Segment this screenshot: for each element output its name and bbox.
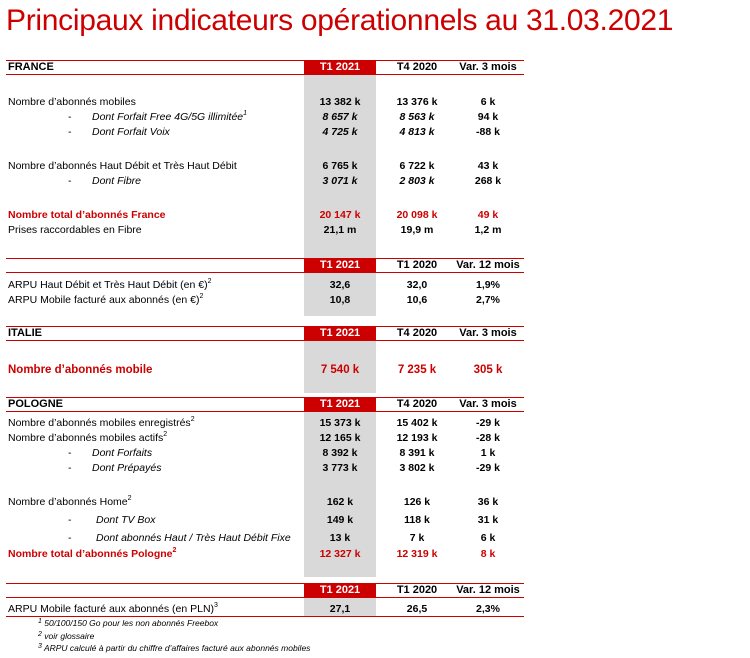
value-current: 4 725 k	[322, 126, 358, 138]
row-label-text: Nombre d’abonnés mobiles actifs	[8, 432, 164, 444]
table-row	[6, 513, 524, 527]
italie-header	[6, 326, 524, 341]
footnote-number: 1	[38, 618, 42, 625]
value-variation: 31 k	[477, 514, 499, 526]
column-header: T1 2021	[304, 397, 376, 412]
value-previous: 7 235 k	[397, 364, 437, 376]
row-label: Dont Forfait Voix	[92, 126, 170, 138]
value-previous: 2 803 k	[399, 175, 435, 187]
value-variation: 268 k	[474, 175, 502, 187]
row-label	[8, 602, 218, 616]
table-row	[6, 531, 524, 545]
value-previous: 8 563 k	[399, 111, 435, 123]
table-row	[6, 223, 524, 237]
column-header: T4 2020	[396, 61, 438, 73]
value-variation: -28 k	[476, 432, 500, 444]
footnote-ref: 2	[207, 278, 212, 285]
table-row	[6, 278, 524, 292]
value-previous: 8 391 k	[399, 447, 435, 459]
value-previous: 3 802 k	[399, 462, 435, 474]
row-label: Dont Forfaits	[92, 447, 153, 459]
value-current: 12 327 k	[319, 548, 361, 560]
footnote-ref: 1	[243, 110, 248, 117]
row-label	[8, 416, 195, 430]
row-label: Dont TV Box	[96, 514, 156, 526]
value-variation: 43 k	[477, 160, 499, 172]
section-title-france: FRANCE	[8, 61, 54, 73]
column-header: T1 2021	[304, 326, 376, 341]
value-current: 27,1	[329, 603, 351, 615]
footnote-ref: 2	[163, 431, 168, 438]
bullet-dash: -	[68, 175, 72, 187]
value-current: 12 165 k	[319, 432, 361, 444]
value-current: 15 373 k	[319, 417, 361, 429]
table-row-total	[6, 208, 524, 222]
row-label: Nombre d’abonnés mobile	[8, 364, 153, 376]
footnote-text: ARPU calculé à partir du chiffre d’affaires facturé aux abonnés mobiles	[43, 643, 311, 653]
value-current: 10,8	[329, 294, 351, 306]
value-variation: 6 k	[480, 96, 496, 108]
row-label: Nombre total d’abonnés France	[8, 209, 166, 221]
section-title-pologne: POLOGNE	[8, 398, 64, 410]
column-header: T4 2020	[396, 327, 438, 339]
value-current: 8 657 k	[322, 111, 358, 123]
footnote	[38, 631, 94, 641]
table-row	[6, 602, 524, 616]
value-previous: 6 722 k	[399, 160, 435, 172]
pologne-header	[6, 397, 524, 412]
table-row	[6, 293, 524, 307]
footnote-text: 50/100/150 Go pour les non abonnés Freebox	[44, 618, 219, 628]
row-label: Nombre d’abonnés mobiles	[8, 96, 136, 108]
value-current: 6 765 k	[322, 160, 358, 172]
value-current: 13 382 k	[319, 96, 361, 108]
value-current: 13 k	[329, 532, 351, 544]
column-header: Var. 3 mois	[459, 398, 517, 410]
footnote-number: 2	[38, 631, 42, 638]
value-variation: -88 k	[476, 126, 500, 138]
bullet-dash: -	[68, 514, 72, 526]
value-current: 3 773 k	[322, 462, 358, 474]
value-previous: 12 319 k	[396, 548, 438, 560]
row-label: Dont Prépayés	[92, 462, 162, 474]
value-variation: -29 k	[476, 462, 500, 474]
row-label-text: ARPU Mobile facturé aux abonnés (en €)	[8, 294, 200, 306]
pologne-arpu-header	[6, 583, 524, 598]
table-row	[6, 431, 524, 445]
value-variation: 94 k	[477, 111, 499, 123]
value-variation: 49 k	[477, 209, 499, 221]
value-variation: 8 k	[480, 548, 496, 560]
value-previous: 4 813 k	[399, 126, 435, 138]
divider	[6, 74, 524, 75]
column-header: T1 2021	[304, 583, 376, 598]
column-header: Var. 12 mois	[456, 259, 520, 271]
divider	[6, 597, 524, 598]
row-label	[8, 278, 212, 292]
row-label-text: ARPU Mobile facturé aux abonnés (en PLN)	[8, 603, 215, 615]
value-previous: 19,9 m	[400, 224, 434, 236]
footnote-ref: 2	[199, 293, 204, 300]
table-row	[6, 495, 524, 509]
section-title-italie: ITALIE	[8, 327, 43, 339]
value-variation: 305 k	[473, 364, 503, 376]
value-current: 20 147 k	[319, 209, 361, 221]
column-header: Var. 3 mois	[459, 327, 517, 339]
value-current: 3 071 k	[322, 175, 358, 187]
column-header: T1 2020	[396, 259, 438, 271]
column-header: Var. 3 mois	[459, 61, 517, 73]
france-header	[6, 60, 524, 75]
row-label-text: Nombre d’abonnés Home	[8, 496, 128, 508]
table-row	[6, 159, 524, 173]
table-row-total	[6, 363, 524, 377]
value-variation: 36 k	[477, 496, 499, 508]
table-row	[6, 110, 524, 124]
value-previous: 15 402 k	[396, 417, 438, 429]
row-label	[8, 547, 176, 561]
divider	[6, 411, 524, 412]
divider	[6, 340, 524, 341]
bullet-dash: -	[68, 447, 72, 459]
value-current: 162 k	[326, 496, 354, 508]
france-arpu-header	[6, 258, 524, 273]
value-previous: 118 k	[404, 514, 430, 526]
value-previous: 12 193 k	[396, 432, 438, 444]
value-previous: 10,6	[406, 294, 428, 306]
value-variation: 1,2 m	[474, 224, 502, 236]
footnote-number: 3	[38, 643, 42, 650]
row-label	[8, 431, 167, 445]
bullet-dash: -	[68, 126, 72, 138]
value-current: 8 392 k	[322, 447, 358, 459]
divider	[6, 616, 524, 617]
value-current: 32,6	[329, 279, 351, 291]
footnote-ref: 2	[190, 416, 195, 423]
row-label-text: ARPU Haut Débit et Très Haut Débit (en €)	[8, 279, 208, 291]
value-current: 149 k	[326, 514, 354, 526]
footnote-ref: 2	[127, 495, 132, 502]
value-previous: 126 k	[403, 496, 431, 508]
column-header: T4 2020	[396, 398, 438, 410]
value-variation: -29 k	[476, 417, 500, 429]
divider	[6, 272, 524, 273]
column-header: T1 2021	[304, 60, 376, 75]
footnote	[38, 643, 310, 653]
value-current: 7 540 k	[320, 364, 360, 376]
column-header: T1 2021	[304, 258, 376, 273]
footnote-ref: 2	[172, 547, 177, 554]
bullet-dash: -	[68, 532, 72, 544]
row-label: Prises raccordables en Fibre	[8, 224, 142, 236]
table-row	[6, 446, 524, 460]
value-variation: 1,9%	[476, 279, 500, 291]
footnote-text: voir glossaire	[44, 631, 95, 641]
table-row-total	[6, 547, 524, 561]
table-row	[6, 95, 524, 109]
value-variation: 1 k	[480, 447, 496, 459]
row-label	[8, 495, 132, 509]
value-current: 21,1 m	[323, 224, 357, 236]
value-variation: 6 k	[480, 532, 496, 544]
value-previous: 20 098 k	[396, 209, 438, 221]
value-variation: 2,3%	[476, 603, 500, 615]
footnote	[38, 618, 218, 628]
value-previous: 7 k	[409, 532, 425, 544]
table-row	[6, 416, 524, 430]
bullet-dash: -	[68, 111, 72, 123]
row-label-text: Nombre total d’abonnés Pologne	[8, 548, 173, 560]
row-label-text: Dont Forfait Free 4G/5G illimitée	[92, 111, 244, 123]
footnote-ref: 3	[214, 602, 218, 609]
bullet-dash: -	[68, 462, 72, 474]
table-row	[6, 461, 524, 475]
row-label: Dont abonnés Haut / Très Haut Débit Fixe	[96, 532, 291, 544]
value-previous: 32,0	[406, 279, 428, 291]
value-previous: 13 376 k	[396, 96, 438, 108]
page-title: Principaux indicateurs opérationnels au 31.03.2021	[6, 4, 674, 37]
row-label: Nombre d’abonnés Haut Débit et Très Haut Débit	[8, 160, 237, 172]
value-variation: 2,7%	[476, 294, 500, 306]
row-label: Dont Fibre	[92, 175, 142, 187]
table-row	[6, 125, 524, 139]
table-row	[6, 174, 524, 188]
row-label	[8, 293, 203, 307]
value-previous: 26,5	[406, 603, 428, 615]
column-header: T1 2020	[396, 584, 438, 596]
column-header: Var. 12 mois	[456, 584, 520, 596]
row-label-text: Nombre d’abonnés mobiles enregistrés	[8, 417, 191, 429]
row-label	[92, 110, 247, 124]
